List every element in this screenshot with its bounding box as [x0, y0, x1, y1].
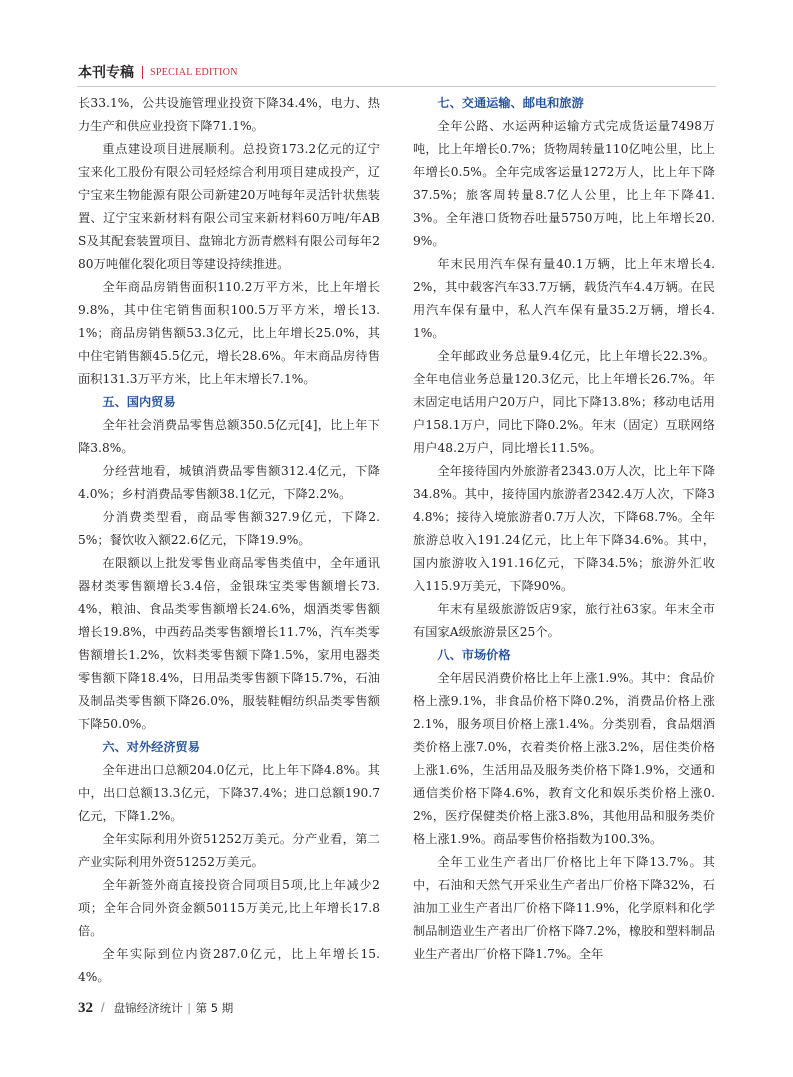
- body-paragraph: 全年新签外商直接投资合同项目5项,比上年减少2项；全年合同外资金额50115万美元,比上年增长17.8倍。: [78, 878, 380, 938]
- page-footer: [78, 1000, 233, 1020]
- body-paragraph: 全年实际利用外资51252万美元。分产业看，第二产业实际利用外资51252万美元。: [78, 832, 380, 869]
- body-paragraph: 年末民用汽车保有量40.1万辆，比上年末增长4.2%，其中载客汽车33.7万辆，载货汽车4.4万辆。在民用汽车保有量中，私人汽车保有量35.2万辆，增长4.1%。: [413, 257, 715, 340]
- footer-divider: |: [187, 1003, 191, 1015]
- body-paragraph: 年末有星级旅游饭店9家，旅行社63家。年末全市有国家A级旅游景区25个。: [413, 602, 715, 639]
- body-paragraph: 分消费类型看，商品零售额327.9亿元，下降2.5%；餐饮收入额22.6亿元，下降19.9%。: [78, 510, 380, 547]
- edition-label: SPECIAL EDITION: [150, 66, 238, 78]
- body-paragraph: 全年接待国内外旅游者2343.0万人次，比上年下降34.8%。其中，接待国内旅游者2342.4万人次，下降34.8%；接待入境旅游者0.7万人次，下降68.7%。全年旅游总收入191.24亿元，比上年下降34.6%。其中，国内旅游收入191.16亿元，下降34.5%；旅游外汇收入115.9万美元，下降90%。: [413, 464, 715, 593]
- header-rule: [77, 86, 716, 87]
- page-number: 32: [78, 1000, 93, 1016]
- column-title: 本刊专稿: [78, 65, 134, 81]
- body-paragraph: 全年商品房销售面积110.2万平方米，比上年增长9.8%，其中住宅销售面积100.5万平方米，增长13.1%；商品房销售额53.3亿元，比上年增长25.0%，其中住宅销售额45.5亿元，增长28.6%。年末商品房待售面积131.3万平方米，比上年末增长7.1%。: [78, 280, 380, 386]
- running-header: [78, 60, 238, 84]
- continued-paragraph: 长33.1%，公共设施管理业投资下降34.4%，电力、热力生产和供应业投资下降71.1%。: [78, 96, 380, 133]
- section-heading: 七、交通运输、邮电和旅游: [437, 96, 584, 110]
- body-paragraph: 全年进出口总额204.0亿元，比上年下降4.8%。其中，出口总额13.3亿元，下降37.4%；进口总额190.7亿元，下降1.2%。: [78, 763, 380, 823]
- section-heading: 五、国内贸易: [102, 395, 176, 409]
- footer-slash: /: [101, 1000, 105, 1015]
- body-paragraph: 全年邮政业务总量9.4亿元，比上年增长22.3%。全年电信业务总量120.3亿元，比上年增长26.7%。年末固定电话用户20万户，同比下降13.8%；移动电话用户158.1万户，同比下降0.2%。年末（固定）互联网络用户48.2万户，同比增长11.5%。: [413, 349, 715, 455]
- journal-name: 盘锦经济统计: [113, 1001, 183, 1015]
- body-paragraph: 全年居民消费价格比上年上涨1.9%。其中：食品价格上涨9.1%，非食品价格下降0.2%，消费品价格上涨2.1%，服务项目价格上涨1.4%。分类别看，食品烟酒类价格上涨7.0%，衣着类价格上涨3.2%，居住类价格上涨1.6%，生活用品及服务类价格下降1.9%，交通和通信类价格下降4.6%，教育文化和娱乐类价格上涨0.2%，医疗保健类价格上涨3.8%，其他用品和服务类价格上涨1.9%。商品零售价格指数为100.3%。: [413, 671, 715, 846]
- section-heading: 八、市场价格: [437, 648, 511, 662]
- body-paragraph: 分经营地看，城镇消费品零售额312.4亿元，下降4.0%；乡村消费品零售额38.1亿元，下降2.2%。: [78, 464, 380, 501]
- section-heading: 六、对外经济贸易: [102, 740, 200, 754]
- left-text-column: [78, 92, 380, 989]
- body-paragraph: 全年实际到位内资287.0亿元，比上年增长15.4%。: [78, 947, 380, 984]
- body-paragraph: 重点建设项目进展顺利。总投资173.2亿元的辽宁宝来化工股份有限公司轻烃综合利用项目建成投产，辽宁宝来生物能源有限公司新建20万吨每年灵活针状焦装置、辽宁宝来新材料有限公司宝来新材料60万吨/年ABS及其配套装置项目、盘锦北方沥青燃料有限公司每年280万吨催化裂化项目等建设持续推进。: [78, 142, 380, 271]
- body-paragraph: 在限额以上批发零售业商品零售类值中，全年通讯器材类零售额增长3.4倍，金银珠宝类零售额增长73.4%，粮油、食品类零售额增长24.6%，烟酒类零售额增长19.8%，中西药品类零售额增长11.7%，汽车类零售额增长1.2%，饮料类零售额下降1.5%，家用电器类零售额下降18.4%，日用品类零售额下降15.7%，石油及制品类零售额下降26.0%，服装鞋帽纺织品类零售额下降50.0%。: [78, 556, 380, 731]
- issue-number: 第 5 期: [195, 1001, 234, 1015]
- right-text-column: [413, 92, 715, 966]
- header-divider: [142, 66, 143, 79]
- body-paragraph: 全年社会消费品零售总额350.5亿元[4]，比上年下降3.8%。: [78, 418, 380, 455]
- body-paragraph: 全年工业生产者出厂价格比上年下降13.7%。其中，石油和天然气开采业生产者出厂价格下降32%，石油加工业生产者出厂价格下降11.9%，化学原料和化学制品制造业生产者出厂价格下降7.2%，橡胶和塑料制品业生产者出厂价格下降1.7%。全年: [413, 855, 715, 961]
- body-paragraph: 全年公路、水运两种运输方式完成货运量7498万吨，比上年增长0.7%；货物周转量110亿吨公里，比上年增长0.5%。全年完成客运量1272万人，比上年下降37.5%；旅客周转量8.7亿人公里，比上年下降41.3%。全年港口货物吞吐量5750万吨，比上年增长20.9%。: [413, 119, 715, 248]
